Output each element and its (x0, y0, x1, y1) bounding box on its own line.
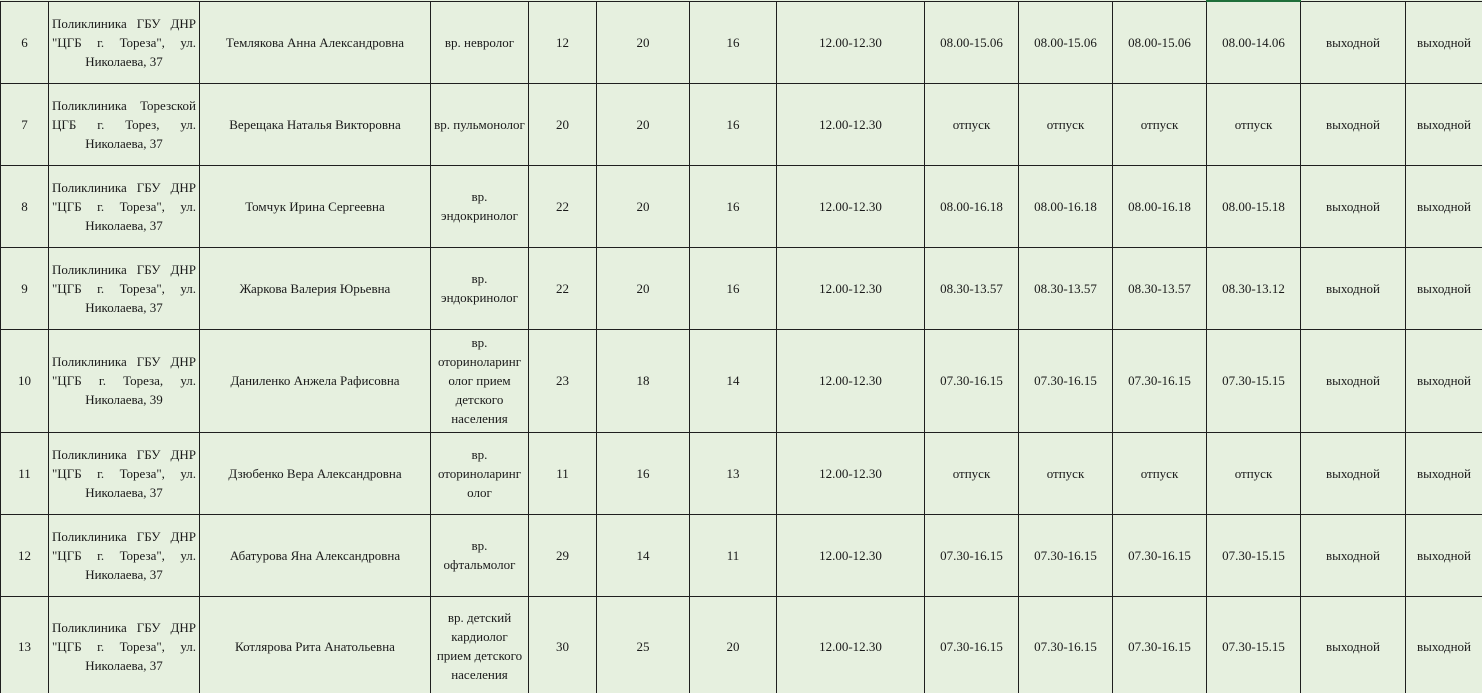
day-3-hours-cell: 07.30-16.15 (1113, 329, 1207, 432)
day-2-hours-cell: отпуск (1019, 83, 1113, 165)
doctor-name-cell: Абатурова Яна Александровна (200, 514, 431, 596)
day-2-hours-cell: отпуск (1019, 432, 1113, 514)
clinic-cell: Поликлиника ГБУ ДНР "ЦГБ г. Тореза", ул. Николаева, 37 (49, 165, 200, 247)
day-5-hours-cell: выходной (1301, 514, 1406, 596)
doctor-name-cell: Жаркова Валерия Юрьевна (200, 247, 431, 329)
break-time-cell: 12.00-12.30 (777, 247, 925, 329)
day-2-hours-cell: 07.30-16.15 (1019, 329, 1113, 432)
count-3-cell: 14 (690, 329, 777, 432)
specialty-cell: вр. эндокринолог (431, 247, 529, 329)
table-row (1, 83, 1482, 165)
day-3-hours-cell: 08.00-16.18 (1113, 165, 1207, 247)
row-number-cell: 12 (1, 514, 49, 596)
day-4-hours-cell: 07.30-15.15 (1207, 329, 1301, 432)
day-2-hours-cell: 08.30-13.57 (1019, 247, 1113, 329)
day-2-hours-cell: 07.30-16.15 (1019, 596, 1113, 693)
day-3-hours-cell: 07.30-16.15 (1113, 514, 1207, 596)
count-1-cell: 23 (529, 329, 597, 432)
doctor-name-cell: Даниленко Анжела Рафисовна (200, 329, 431, 432)
day-6-hours-cell: выходной (1406, 432, 1482, 514)
break-time-cell: 12.00-12.30 (777, 514, 925, 596)
break-time-cell: 12.00-12.30 (777, 83, 925, 165)
day-5-hours-cell: выходной (1301, 432, 1406, 514)
day-3-hours-cell: отпуск (1113, 83, 1207, 165)
day-4-hours-cell: 07.30-15.15 (1207, 514, 1301, 596)
count-1-cell: 30 (529, 596, 597, 693)
specialty-cell: вр. эндокринолог (431, 165, 529, 247)
day-1-hours-cell: 07.30-16.15 (925, 329, 1019, 432)
specialty-cell: вр. офтальмолог (431, 514, 529, 596)
day-4-hours-cell: отпуск (1207, 432, 1301, 514)
day-6-hours-cell: выходной (1406, 1, 1482, 83)
count-2-cell: 20 (597, 83, 690, 165)
day-6-hours-cell: выходной (1406, 329, 1482, 432)
count-3-cell: 16 (690, 165, 777, 247)
row-number-cell: 11 (1, 432, 49, 514)
doctor-name-cell: Котлярова Рита Анатольевна (200, 596, 431, 693)
doctor-name-cell: Томчук Ирина Сергеевна (200, 165, 431, 247)
day-6-hours-cell: выходной (1406, 165, 1482, 247)
table-row (1, 1, 1482, 83)
clinic-cell: Поликлиника ГБУ ДНР "ЦГБ г. Тореза", ул. Николаева, 37 (49, 1, 200, 83)
clinic-cell: Поликлиника Торезской ЦГБ г. Торез, ул. Николаева, 37 (49, 83, 200, 165)
count-1-cell: 22 (529, 165, 597, 247)
count-3-cell: 16 (690, 247, 777, 329)
break-time-cell: 12.00-12.30 (777, 596, 925, 693)
clinic-cell: Поликлиника ГБУ ДНР "ЦГБ г. Тореза", ул. Николаева, 37 (49, 247, 200, 329)
doctor-name-cell: Дзюбенко Вера Александровна (200, 432, 431, 514)
table-row (1, 165, 1482, 247)
day-5-hours-cell: выходной (1301, 83, 1406, 165)
table-row (1, 596, 1482, 693)
specialty-cell: вр. невролог (431, 1, 529, 83)
day-1-hours-cell: 08.00-15.06 (925, 1, 1019, 83)
day-1-hours-cell: отпуск (925, 83, 1019, 165)
clinic-cell: Поликлиника ГБУ ДНР "ЦГБ г. Тореза, ул. Николаева, 39 (49, 329, 200, 432)
day-5-hours-cell: выходной (1301, 596, 1406, 693)
count-1-cell: 12 (529, 1, 597, 83)
table-row (1, 329, 1482, 432)
count-1-cell: 29 (529, 514, 597, 596)
count-3-cell: 20 (690, 596, 777, 693)
schedule-body (1, 1, 1482, 693)
break-time-cell: 12.00-12.30 (777, 432, 925, 514)
count-2-cell: 20 (597, 1, 690, 83)
day-5-hours-cell: выходной (1301, 329, 1406, 432)
day-4-hours-cell: отпуск (1207, 83, 1301, 165)
count-2-cell: 20 (597, 165, 690, 247)
count-3-cell: 16 (690, 83, 777, 165)
table-row (1, 247, 1482, 329)
day-4-hours-cell: 07.30-15.15 (1207, 596, 1301, 693)
day-2-hours-cell: 08.00-15.06 (1019, 1, 1113, 83)
count-2-cell: 20 (597, 247, 690, 329)
row-number-cell: 8 (1, 165, 49, 247)
day-3-hours-cell: 08.00-15.06 (1113, 1, 1207, 83)
day-2-hours-cell: 07.30-16.15 (1019, 514, 1113, 596)
row-number-cell: 13 (1, 596, 49, 693)
break-time-cell: 12.00-12.30 (777, 1, 925, 83)
break-time-cell: 12.00-12.30 (777, 165, 925, 247)
count-2-cell: 16 (597, 432, 690, 514)
table-row (1, 514, 1482, 596)
doctor-name-cell: Верещака Наталья Викторовна (200, 83, 431, 165)
doctor-name-cell: Темлякова Анна Александровна (200, 1, 431, 83)
row-number-cell: 6 (1, 1, 49, 83)
specialty-cell: вр. детский кардиолог прием детского населения (431, 596, 529, 693)
day-6-hours-cell: выходной (1406, 596, 1482, 693)
day-4-hours-cell: 08.00-15.18 (1207, 165, 1301, 247)
specialty-cell: вр. оториноларинг олог прием детского населения (431, 329, 529, 432)
day-4-hours-cell: 08.30-13.12 (1207, 247, 1301, 329)
specialty-cell: вр. оториноларинг олог (431, 432, 529, 514)
day-6-hours-cell: выходной (1406, 247, 1482, 329)
day-2-hours-cell: 08.00-16.18 (1019, 165, 1113, 247)
clinic-cell: Поликлиника ГБУ ДНР "ЦГБ г. Тореза", ул. Николаева, 37 (49, 514, 200, 596)
count-2-cell: 18 (597, 329, 690, 432)
count-3-cell: 16 (690, 1, 777, 83)
day-3-hours-cell: 07.30-16.15 (1113, 596, 1207, 693)
break-time-cell: 12.00-12.30 (777, 329, 925, 432)
day-3-hours-cell: отпуск (1113, 432, 1207, 514)
day-1-hours-cell: отпуск (925, 432, 1019, 514)
day-1-hours-cell: 07.30-16.15 (925, 596, 1019, 693)
count-1-cell: 22 (529, 247, 597, 329)
clinic-cell: Поликлиника ГБУ ДНР "ЦГБ г. Тореза", ул. Николаева, 37 (49, 596, 200, 693)
table-row (1, 432, 1482, 514)
row-number-cell: 7 (1, 83, 49, 165)
count-3-cell: 13 (690, 432, 777, 514)
day-3-hours-cell: 08.30-13.57 (1113, 247, 1207, 329)
specialty-cell: вр. пульмонолог (431, 83, 529, 165)
day-1-hours-cell: 08.00-16.18 (925, 165, 1019, 247)
day-5-hours-cell: выходной (1301, 165, 1406, 247)
count-3-cell: 11 (690, 514, 777, 596)
day-5-hours-cell: выходной (1301, 1, 1406, 83)
count-1-cell: 20 (529, 83, 597, 165)
day-6-hours-cell: выходной (1406, 514, 1482, 596)
day-6-hours-cell: выходной (1406, 83, 1482, 165)
row-number-cell: 10 (1, 329, 49, 432)
count-1-cell: 11 (529, 432, 597, 514)
day-4-hours-cell: 08.00-14.06 (1207, 1, 1301, 83)
row-number-cell: 9 (1, 247, 49, 329)
count-2-cell: 25 (597, 596, 690, 693)
day-1-hours-cell: 07.30-16.15 (925, 514, 1019, 596)
day-5-hours-cell: выходной (1301, 247, 1406, 329)
count-2-cell: 14 (597, 514, 690, 596)
day-1-hours-cell: 08.30-13.57 (925, 247, 1019, 329)
clinic-cell: Поликлиника ГБУ ДНР "ЦГБ г. Тореза", ул. Николаева, 37 (49, 432, 200, 514)
